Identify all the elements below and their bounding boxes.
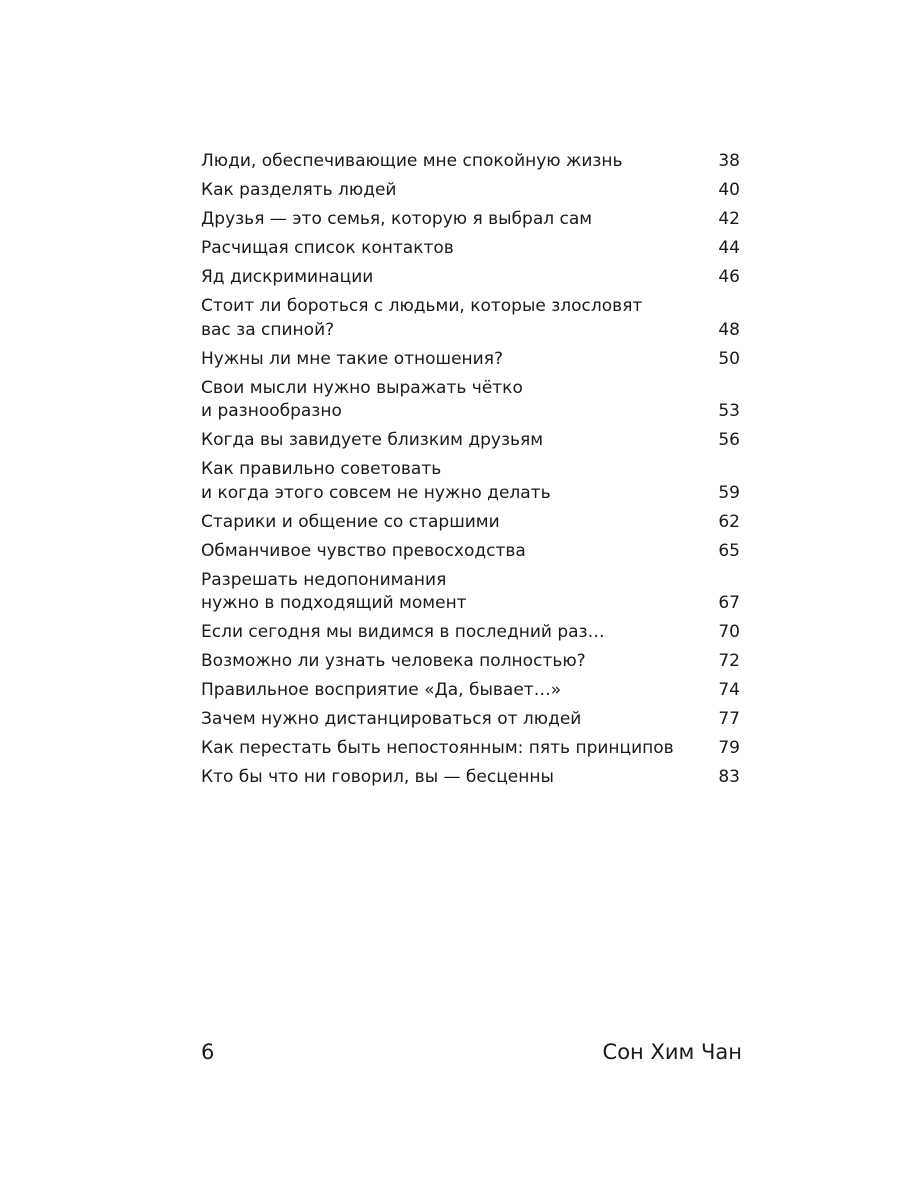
- toc-entry: [201, 150, 740, 174]
- toc-entry-page: 40: [718, 180, 740, 200]
- toc-entry: [201, 708, 740, 732]
- toc-entry: [201, 266, 740, 290]
- toc-entry-title: Люди, обеспечивающие мне спокойную жизнь: [201, 151, 623, 171]
- toc-entry-page: 42: [718, 209, 740, 229]
- toc-entry: [201, 569, 740, 616]
- toc-entry-title: Свои мысли нужно выражать чётко и разнообразно: [201, 377, 523, 421]
- toc-entry-page: 79: [718, 738, 740, 758]
- toc-entry: [201, 458, 740, 505]
- toc-entry-title: Расчищая список контактов: [201, 238, 454, 258]
- toc-entry: [201, 348, 740, 372]
- footer-page-number: 6: [201, 1040, 215, 1064]
- table-of-contents: [201, 150, 740, 795]
- toc-entry: [201, 179, 740, 203]
- toc-entry-page: 70: [718, 622, 740, 642]
- toc-entry-page: 65: [718, 540, 740, 561]
- toc-entry-title: Правильное восприятие «Да, бывает…»: [201, 680, 562, 700]
- toc-entry-page: 56: [718, 430, 740, 450]
- toc-entry-page: 53: [718, 401, 740, 421]
- toc-entry: [201, 237, 740, 261]
- toc-entry-title: Когда вы завидуете близким друзьям: [201, 430, 544, 450]
- toc-entry-title: Как перестать быть непостоянным: пять принципов: [201, 738, 674, 758]
- toc-entry-page: 46: [718, 267, 740, 287]
- toc-entry-page: 59: [718, 482, 740, 503]
- toc-entry-title: Зачем нужно дистанцироваться от людей: [201, 709, 582, 729]
- toc-entry-page: 38: [718, 151, 740, 171]
- toc-entry: [201, 650, 740, 674]
- toc-entry: [201, 540, 740, 564]
- toc-entry-title: Нужны ли мне такие отношения?: [201, 348, 503, 369]
- toc-entry-title: Возможно ли узнать человека полностью?: [201, 651, 586, 671]
- toc-entry-page: 72: [718, 651, 740, 671]
- toc-entry: [201, 429, 740, 453]
- toc-entry-title: Яд дискриминации: [201, 267, 374, 287]
- toc-entry-title: Обманчивое чувство превосходства: [201, 540, 526, 561]
- toc-entry: [201, 511, 740, 535]
- toc-entry-title: Стоит ли бороться с людьми, которые злословят вас за спиной?: [201, 296, 643, 340]
- toc-entry-title: Разрешать недопонимания нужно в подходящий момент: [201, 569, 467, 613]
- toc-entry-title: Кто бы что ни говорил, вы — бесценны: [201, 767, 554, 787]
- toc-entry-page: 83: [718, 767, 740, 787]
- toc-entry-page: 44: [718, 238, 740, 258]
- toc-entry: [201, 295, 740, 342]
- toc-entry-page: 77: [718, 709, 740, 729]
- footer-author: Сон Хим Чан: [602, 1040, 742, 1064]
- toc-entry-page: 50: [718, 348, 740, 369]
- toc-entry: [201, 737, 740, 761]
- toc-entry: [201, 208, 740, 232]
- toc-entry: [201, 377, 740, 424]
- toc-entry-title: Как правильно советовать и когда этого совсем не нужно делать: [201, 459, 551, 503]
- toc-entry-title: Если сегодня мы видимся в последний раз…: [201, 622, 605, 642]
- toc-entry: [201, 679, 740, 703]
- toc-entry-page: 67: [718, 593, 740, 613]
- toc-entry-title: Как разделять людей: [201, 180, 397, 200]
- toc-entry-title: Друзья — это семья, которую я выбрал сам: [201, 209, 593, 229]
- toc-entry-page: 48: [718, 319, 740, 340]
- toc-entry: [201, 766, 740, 790]
- toc-entry-page: 62: [718, 511, 740, 532]
- toc-entry: [201, 621, 740, 645]
- toc-entry-page: 74: [718, 680, 740, 700]
- toc-entry-title: Старики и общение со старшими: [201, 511, 500, 532]
